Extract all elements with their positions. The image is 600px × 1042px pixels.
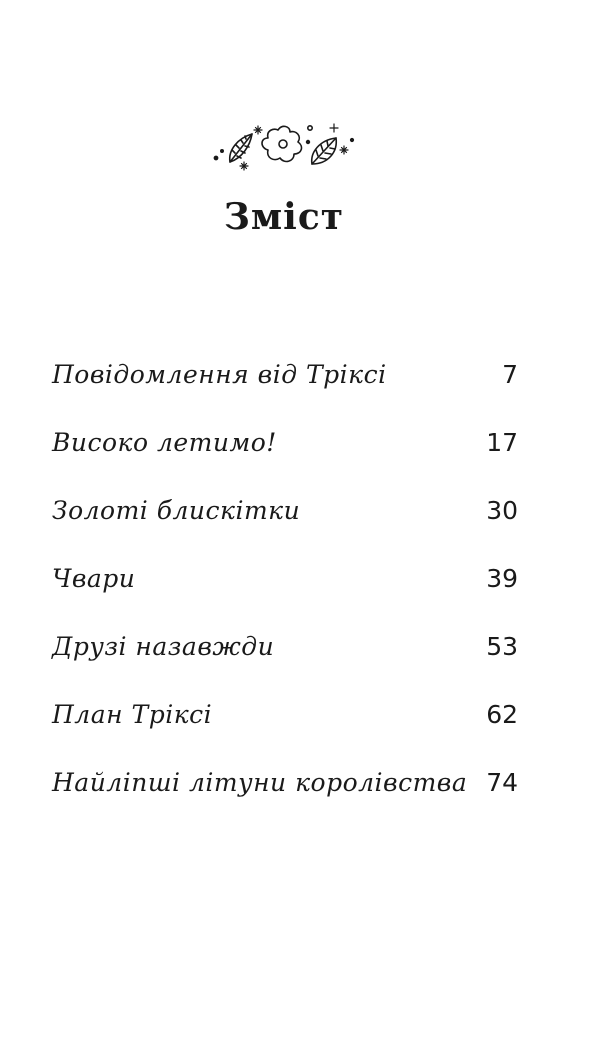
- toc-entry[interactable]: [52, 612, 518, 680]
- toc-entry-title: Чвари: [52, 563, 136, 593]
- toc-entry-title: Найліпші літуни королівства: [52, 767, 468, 797]
- toc-entry-page: 7: [502, 359, 518, 389]
- toc-entry-page: 17: [486, 427, 518, 457]
- toc-entry-title: Повідомлення від Тріксі: [52, 359, 387, 389]
- toc-entry-page: 62: [486, 699, 518, 729]
- toc-entry-title: Високо летимо!: [52, 427, 277, 457]
- toc-entry-title: Друзі назавжди: [52, 631, 275, 661]
- table-of-contents: [52, 340, 518, 816]
- toc-entry-title: План Тріксі: [52, 699, 213, 729]
- toc-entry[interactable]: [52, 544, 518, 612]
- toc-entry[interactable]: [52, 680, 518, 748]
- toc-entry[interactable]: [52, 748, 518, 816]
- toc-entry-page: 30: [486, 495, 518, 525]
- toc-entry-title: Золоті блискітки: [52, 495, 301, 525]
- toc-entry[interactable]: [52, 408, 518, 476]
- toc-entry-page: 53: [486, 631, 518, 661]
- toc-entry[interactable]: [52, 476, 518, 544]
- toc-entry-page: 39: [486, 563, 518, 593]
- page-title: Зміст: [223, 196, 345, 238]
- toc-entry-page: 74: [486, 767, 518, 797]
- toc-entry[interactable]: [52, 340, 518, 408]
- leaves-flower-ornament-icon: [208, 120, 368, 176]
